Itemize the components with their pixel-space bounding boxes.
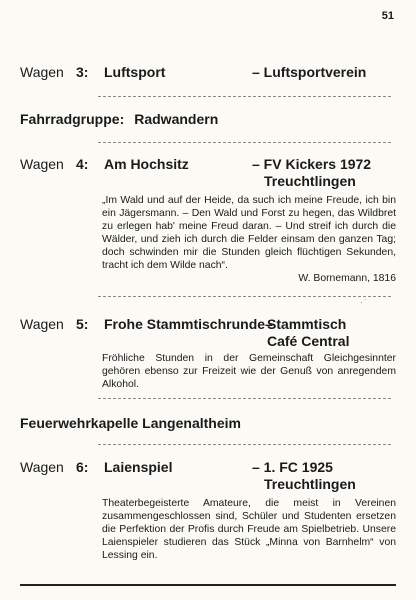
divider [98, 142, 391, 143]
description-text: Theaterbegeisterte Amateure, die meist in Vereinen zusammengeschlossen sind, Schüler und Studenten ersetzen die Perfektion der Profis durch Freude am Spielbetrieb. Unsere Laienspieler studieren das Stück „Minna von Barnhelm“ von Lessing ein. [102, 498, 396, 561]
divider [98, 398, 391, 399]
wagen-club: – Luftsportverein [252, 64, 367, 80]
wagen-club: – FV Kickers 1972 [252, 156, 372, 172]
divider [98, 96, 391, 97]
wagen-label: Wagen [20, 156, 64, 172]
wagen-title: Am Hochsitz [104, 156, 189, 172]
wagen-number: 5: [76, 316, 89, 332]
description-wagen-6 [102, 497, 396, 562]
wagen-title: Laienspiel [104, 459, 173, 475]
wagen-club: – 1. FC 1925 [252, 459, 333, 475]
wagen-club-line2: Treuchtlingen [264, 173, 356, 189]
divider [98, 444, 391, 445]
group-feuerwehrkapelle [20, 415, 241, 431]
wagen-label: Wagen [20, 316, 64, 332]
wagen-club: Stammtisch [267, 316, 347, 332]
wagen-club-line2: Treuchtlingen [264, 476, 356, 492]
poem-author: W. Bornemann, 1816 [298, 273, 396, 284]
group-label: Fahrradgruppe: [20, 111, 125, 127]
group-label: Feuerwehrkapelle Langenaltheim [20, 415, 241, 431]
description-wagen-5 [102, 352, 396, 391]
description-text: Fröhliche Stunden in der Gemeinschaft Gleichgesinnter gehören ebenso zur Freizeit wie der Genuß von anregendem Alkohol. [102, 353, 396, 390]
group-fahrradgruppe [20, 111, 218, 127]
wagen-title: Luftsport [104, 64, 166, 80]
page-number: 51 [381, 10, 394, 22]
poem-paragraph [102, 194, 396, 285]
wagen-label: Wagen [20, 459, 64, 475]
wagen-title: Frohe Stammtischrunde– [104, 316, 273, 332]
bottom-rule [20, 584, 396, 586]
print-mark: · ˙ [360, 298, 368, 307]
poem-text: „Im Wald und auf der Heide, da such ich meine Freude, ich bin ein Jägersmann. – Den Wald und Forst zu hegen, das Wildbret zu erlegen hab' meine Freud daran. – Und streif ich durch die Wälder, und zieh ich durch die Felder einsam den ganzen Tag; doch schwinden mir die Stunden gleich flüchtigen Sekunden, tracht ich dem Wilde nach“. [102, 195, 396, 271]
wagen-number: 4: [76, 156, 89, 172]
divider [98, 296, 391, 297]
wagen-club-line2: Café Central [267, 333, 350, 349]
wagen-label: Wagen [20, 64, 64, 80]
wagen-number: 3: [76, 64, 89, 80]
wagen-number: 6: [76, 459, 89, 475]
group-value: Radwandern [134, 111, 219, 127]
